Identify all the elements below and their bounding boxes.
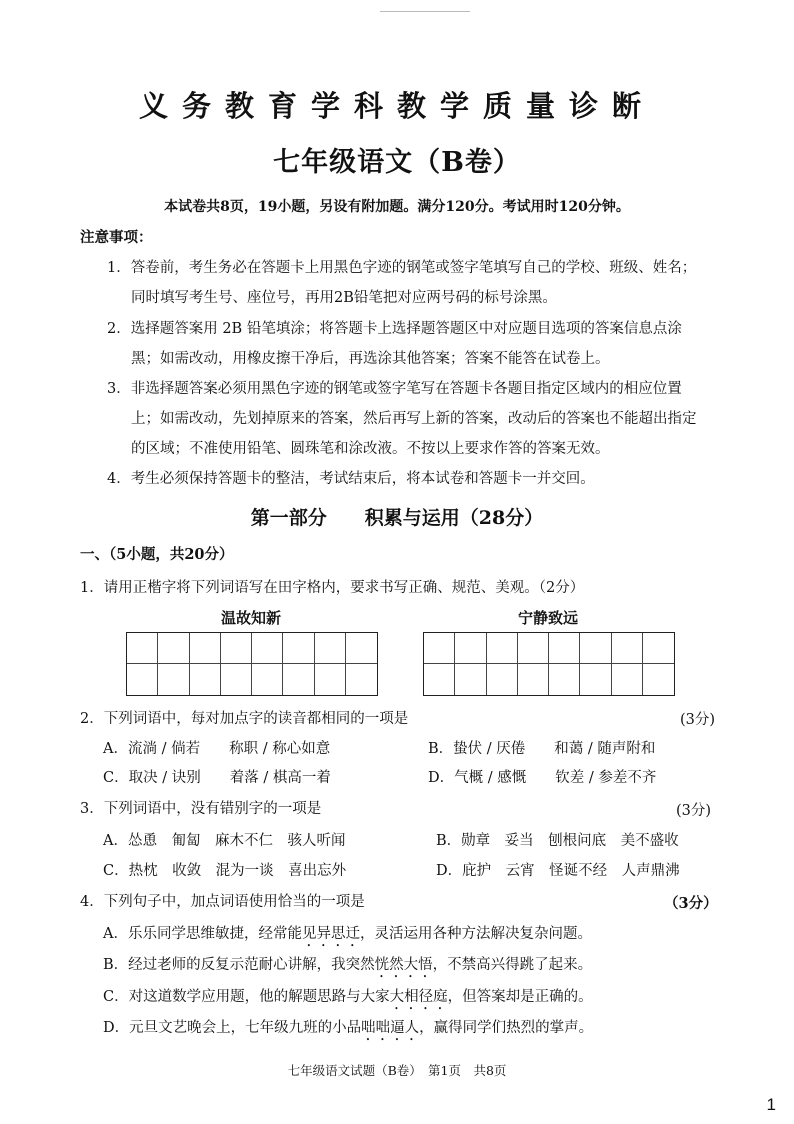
marked-phrase: 见异思迁 (301, 926, 360, 942)
grid-cell[interactable] (549, 664, 580, 695)
option-word: 气概 (454, 770, 484, 786)
part-heading (0, 503, 794, 530)
writing-grid-1[interactable] (126, 632, 378, 696)
option-word: 参差不齐 (598, 770, 657, 786)
grid-cell[interactable] (190, 664, 221, 695)
grid-cell[interactable] (315, 664, 346, 695)
top-scan-line (380, 11, 470, 12)
q4-option-c[interactable] (103, 985, 593, 1013)
notice-line: 1．答卷前，考生务必在答题卡上用黑色字迹的钢笔或签字笔填写自己的学校、班级、姓名； (107, 260, 697, 276)
option-text: B．经过老师的反复示范耐心讲解，我突然 (103, 957, 375, 973)
grid-cell[interactable] (315, 633, 346, 664)
grid-cell[interactable] (252, 664, 283, 695)
question-2-stem: 2．下列词语中，每对加点字的读音都相同的一项是 (80, 711, 409, 727)
option-word: 取决 (128, 770, 158, 786)
grid-cell[interactable] (612, 633, 643, 664)
notice-line: 3．非选择题答案必须用黑色字迹的钢笔或签字笔写在答题卡各题目指定区域内的相应位置 (107, 381, 682, 397)
option-word: 厌倦 (496, 741, 526, 757)
q2-option-b[interactable]: B．蛰伏 / 厌倦 和蔼 / 随声附和 (428, 741, 656, 757)
exam-subtitle: 七年级语文（B卷） (273, 147, 521, 178)
q2-option-c[interactable]: C．取决 / 诀别 着落 / 棋高一着 (103, 770, 331, 786)
grid-cell[interactable] (487, 633, 518, 664)
grid-cell[interactable] (487, 664, 518, 695)
option-word: 称心如意 (272, 741, 331, 757)
option-word: 钦差 (555, 770, 585, 786)
q2-option-d[interactable]: D．气概 / 感慨 钦差 / 参差不齐 (428, 770, 657, 786)
grid-cell[interactable] (455, 664, 486, 695)
grid-label-2: 宁静致远 (517, 609, 578, 627)
option-letter: A． (103, 741, 128, 757)
page-footer: 七年级语文试题（B卷） 第1页 共8页 (287, 1063, 507, 1078)
part-title: 积累与运用（28分） (364, 507, 544, 529)
option-text: ，赢得同学们热烈的掌声。 (419, 1020, 594, 1036)
grid-cell[interactable] (127, 664, 158, 695)
option-letter: B． (428, 741, 454, 757)
marked-phrase: 咄咄逼人 (361, 1020, 420, 1036)
option-text: ，但答案却是正确的。 (447, 989, 593, 1005)
grid-cell[interactable] (455, 633, 486, 664)
option-word: 棋高一着 (272, 770, 331, 786)
grid-cell[interactable] (346, 664, 377, 695)
grid-cell[interactable] (549, 633, 580, 664)
grid-cell[interactable] (612, 664, 643, 695)
notice-line: 上；如需改动，先划掉原来的答案，然后再写上新的答案，改动后的答案也不能超出指定 (131, 411, 697, 427)
grid-cell[interactable] (518, 664, 549, 695)
grid-cell[interactable] (283, 664, 314, 695)
grid-cell[interactable] (643, 664, 674, 695)
q4-option-b[interactable] (103, 953, 592, 981)
question-1: 1．请用正楷字将下列词语写在田字格内，要求书写正确、规范、美观。（2分） (80, 580, 585, 596)
option-letter: D． (428, 770, 455, 786)
notice-line: 的区域；不准使用铅笔、圆珠笔和涂改液。不按以上要求作答的答案无效。 (131, 441, 610, 457)
option-word: 和蔼 (554, 741, 584, 757)
grid-cell[interactable] (580, 633, 611, 664)
question-3-stem: 3．下列词语中，没有错别字的一项是 (80, 801, 322, 817)
question-4-stem: 4．下列句子中，加点词语使用恰当的一项是 (80, 894, 365, 910)
grid-cell[interactable] (190, 633, 221, 664)
q2-option-a[interactable]: A．流淌 / 倘若 称职 / 称心如意 (103, 741, 331, 757)
question-2-score: (3分) (680, 712, 716, 728)
notice-line: 2．选择题答案用 2B 铅笔填涂；将答题卡上选择题答题区中对应题目选项的答案信息点涂 (107, 321, 682, 337)
option-word: 着落 (229, 770, 259, 786)
q3-option-a[interactable]: A．怂恿 匍匐 麻木不仁 骇人听闻 (103, 833, 346, 849)
exam-title: 义务教育学科教学质量诊断 (138, 89, 655, 123)
grid-cell[interactable] (252, 633, 283, 664)
marked-phrase: 恍然大悟 (374, 957, 433, 973)
section-heading: 一、（5小题，共20分） (80, 546, 234, 563)
grid-cell[interactable] (221, 664, 252, 695)
notice-heading: 注意事项： (80, 229, 153, 246)
q3-option-c[interactable]: C．热枕 收敛 混为一谈 喜出忘外 (103, 863, 347, 879)
grid-cell[interactable] (283, 633, 314, 664)
notice-line: 4．考生必须保持答题卡的整洁，考试结束后，将本试卷和答题卡一并交回。 (107, 471, 595, 487)
option-word: 倘若 (171, 741, 201, 757)
grid-label-1: 温故知新 (220, 609, 281, 627)
grid-cell[interactable] (346, 633, 377, 664)
part-label: 第一部分 (250, 507, 327, 529)
grid-cell[interactable] (221, 633, 252, 664)
page-number: 1 (766, 1095, 776, 1114)
question-4-score: （3分） (664, 895, 718, 912)
q3-option-b[interactable]: B．勋章 妥当 刨根问底 美不盛收 (436, 833, 679, 849)
option-word: 蛰伏 (453, 741, 483, 757)
option-word: 称职 (229, 741, 259, 757)
marked-phrase: 大相径庭 (389, 989, 448, 1005)
option-word: 诀别 (171, 770, 201, 786)
grid-cell[interactable] (518, 633, 549, 664)
option-text: A．乐乐同学思维敏捷，经常能 (103, 926, 302, 942)
question-3-score: (3分) (676, 803, 712, 819)
option-text: C．对这道数学应用题，他的解题思路与大家 (103, 989, 390, 1005)
grid-cell[interactable] (424, 664, 455, 695)
grid-cell[interactable] (127, 633, 158, 664)
option-word: 感慨 (497, 770, 527, 786)
option-text: D．元旦文艺晚会上，七年级九班的小品 (103, 1020, 362, 1036)
grid-cell[interactable] (424, 633, 455, 664)
notice-line: 黑；如需改动，用橡皮擦干净后，再选涂其他答案；答案不能答在试卷上。 (131, 351, 610, 367)
exam-summary: 本试卷共8页，19小题，另设有附加题。满分120分。考试用时120分钟。 (164, 199, 630, 215)
q4-option-a[interactable] (103, 922, 592, 950)
grid-cell[interactable] (158, 664, 189, 695)
notice-line: 同时填写考生号、座位号，再用2B铅笔把对应两号码的标号涂黑。 (131, 290, 557, 306)
option-text: ，不禁高兴得跳了起来。 (432, 957, 593, 973)
grid-cell[interactable] (158, 633, 189, 664)
option-word: 流淌 (127, 741, 157, 757)
grid-cell[interactable] (580, 664, 611, 695)
option-letter: C． (103, 770, 129, 786)
writing-grid-2[interactable] (423, 632, 675, 696)
option-word: 随声附和 (597, 741, 656, 757)
grid-cell[interactable] (643, 633, 674, 664)
q4-option-d[interactable] (103, 1016, 593, 1044)
q3-option-d[interactable]: D．庇护 云宵 怪诞不经 人声鼎沸 (436, 863, 680, 879)
option-text: ，灵活运用各种方法解决复杂问题。 (359, 926, 592, 942)
